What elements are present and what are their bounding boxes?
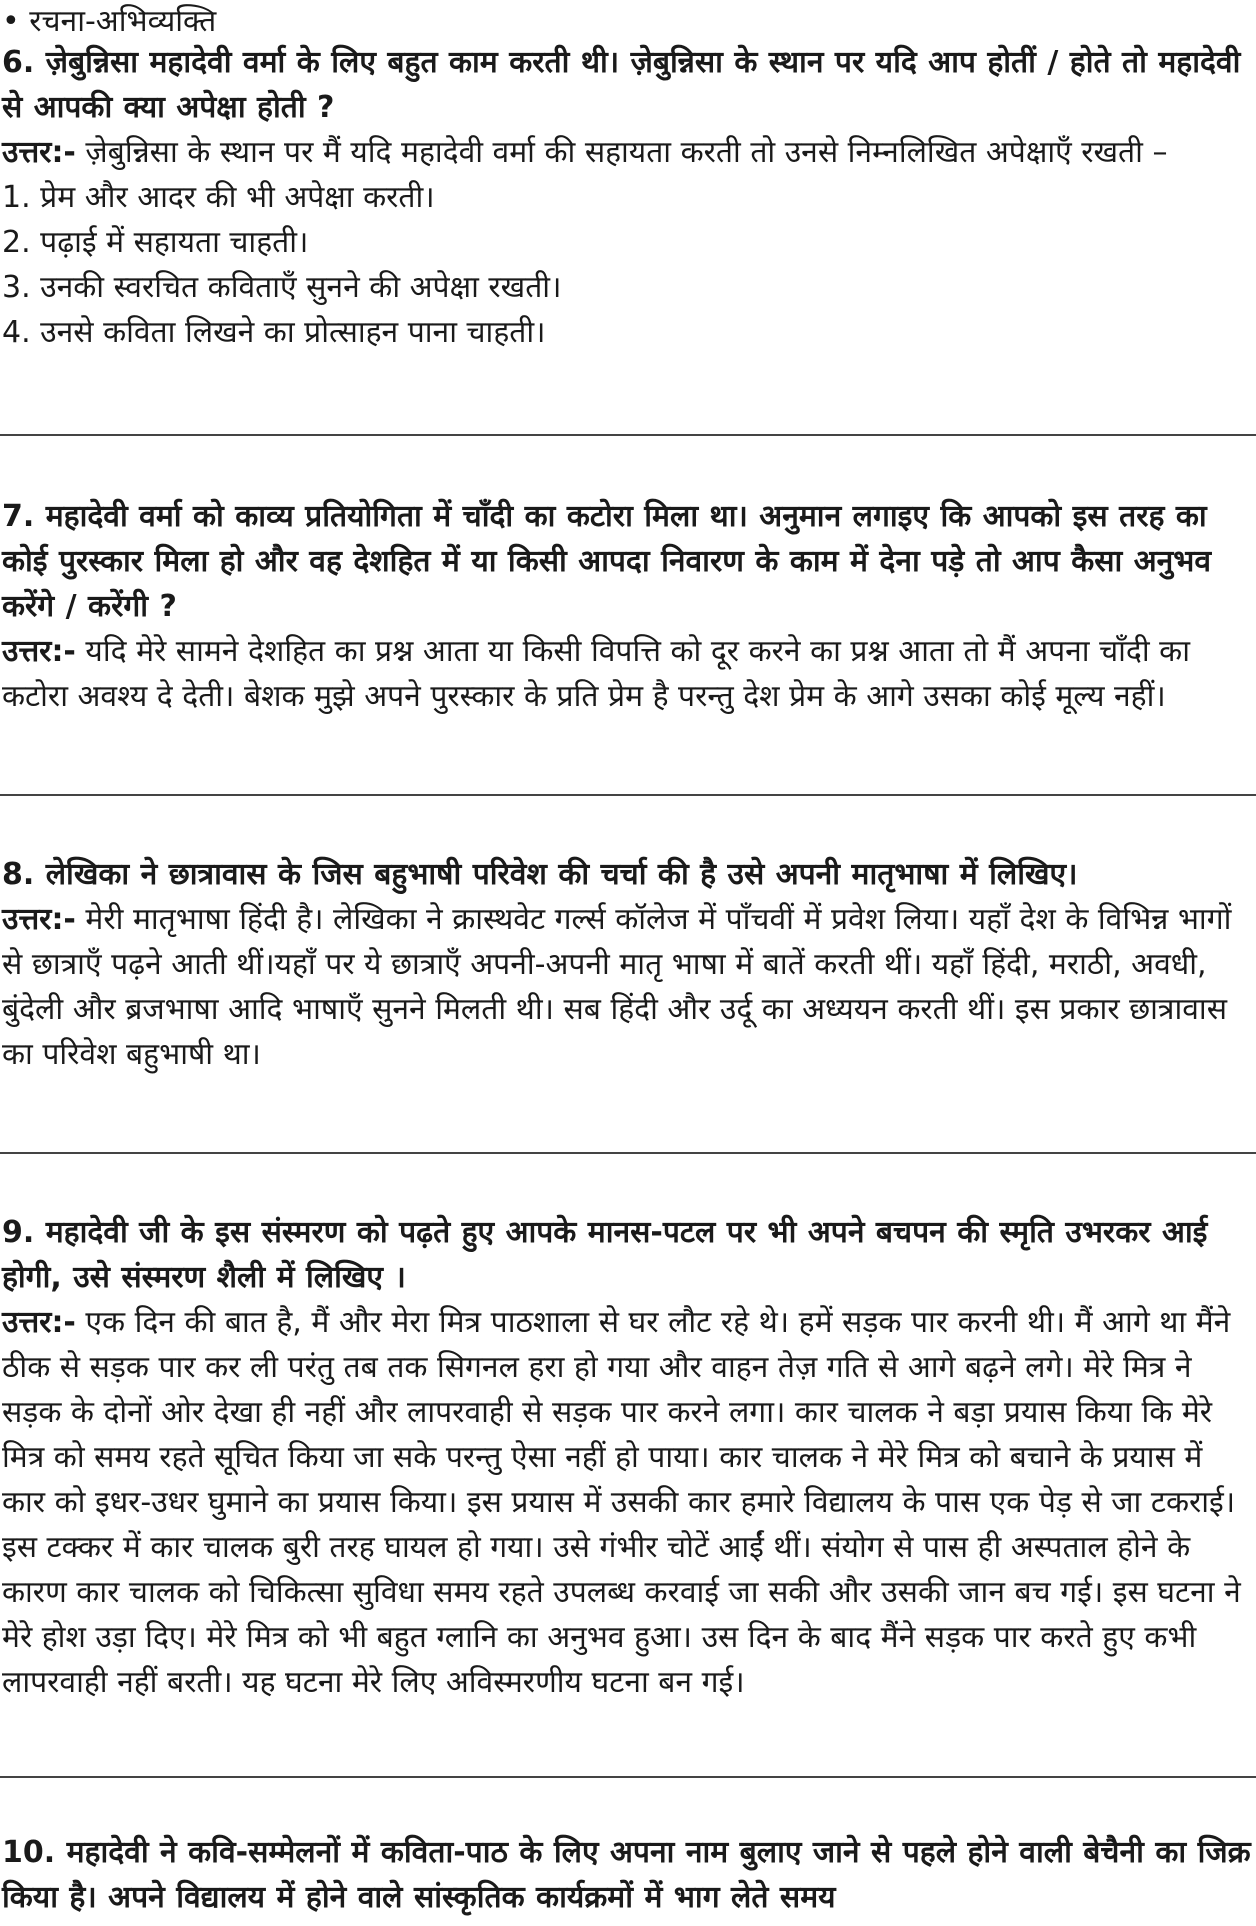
answer-label: उत्तर:- <box>2 1305 76 1340</box>
section-heading: • रचना-अभिव्यक्ति <box>2 4 217 39</box>
answer-label: उत्तर:- <box>2 634 76 669</box>
question-block-8 <box>2 852 1254 1077</box>
answer-text: एक दिन की बात है, मैं और मेरा मित्र पाठशाला से घर लौट रहे थे। हमें सड़क पार करनी थी। मैं आगे था मैंने ठीक से सड़क पार कर ली परंतु तब तक सिगनल हरा हो गया और वाहन तेज़ गति से आगे बढ़ने लगे। मेरे मित्र ने सड़क के दोनों ओर देखा ही नहीं और लापरवाही से सड़क पार करने लगा। कार चालक ने बड़ा प्रयास किया कि मेरे मित्र को समय रहते सूचित किया जा सके परन्तु ऐसा नहीं हो पाया। कार चालक ने मेरे मित्र को बचाने के प्रयास में कार को इधर-उधर घुमाने का प्रयास किया। इस प्रयास में उसकी कार हमारे विद्यालय के पास एक पेड़ से जा टकराई। इस टक्कर में कार चालक बुरी तरह घायल हो गया। उसे गंभीर चोटें आईं थीं। संयोग से पास ही अस्पताल होने के कारण कार चालक को चिकित्सा सुविधा समय रहते उपलब्ध करवाई जा सकी और उसकी जान बच गई। इस घटना ने मेरे होश उड़ा दिए। मेरे मित्र को भी बहुत ग्लानि का अनुभव हुआ। उस दिन के बाद मैंने सड़क पार करते हुए कभी लापरवाही नहीं बरती। यह घटना मेरे लिए अविस्मरणीय घटना बन गई। <box>2 1305 1241 1700</box>
list-item: 3. उनकी स्वरचित कविताएँ सुनने की अपेक्षा रखती। <box>2 270 562 305</box>
answer-label: उत्तर:- <box>2 902 76 937</box>
question-7: 7. महादेवी वर्मा को काव्य प्रतियोगिता में चाँदी का कटोरा मिला था। अनुमान लगाइए कि आपको इस तरह का कोई पुरस्कार मिला हो और वह देशहित में या किसी आपदा निवारण के काम में देना पड़े तो आप कैसा अनुभव करेंगे / करेंगी ? <box>2 499 1212 624</box>
answer-text: यदि मेरे सामने देशहित का प्रश्न आता या किसी विपत्ति को दूर करने का प्रश्न आता तो मैं अपना चाँदी का कटोरा अवश्य दे देती। बेशक मुझे अपने पुरस्कार के प्रति प्रेम है परन्तु देश प्रेम के आगे उसका कोई मूल्य नहीं। <box>2 634 1190 714</box>
answer-9 <box>2 1300 1254 1705</box>
list-item: 4. उनसे कविता लिखने का प्रोत्साहन पाना चाहती। <box>2 315 546 350</box>
answer-7 <box>2 629 1254 719</box>
question-block-9 <box>2 1210 1254 1705</box>
question-9: 9. महादेवी जी के इस संस्मरण को पढ़ते हुए आपके मानस-पटल पर भी अपने बचपन की स्मृति उभरकर आई होगी, उसे संस्मरण शैली में लिखिए । <box>2 1215 1208 1295</box>
question-block-6 <box>2 40 1254 355</box>
question-block-7 <box>2 494 1254 719</box>
answer-6 <box>2 130 1254 175</box>
question-block-10 <box>2 1830 1254 1920</box>
answer-text: मेरी मातृभाषा हिंदी है। लेखिका ने क्रास्थवेट गर्ल्स कॉलेज में पाँचवीं में प्रवेश लिया। यहाँ देश के विभिन्न भागों से छात्राएँ पढ़ने आती थीं।यहाँ पर ये छात्राएँ अपनी-अपनी मातृ भाषा में बातें करती थीं। यहाँ हिंदी, मराठी, अवधी, बुंदेली और ब्रजभाषा आदि भाषाएँ सुनने मिलती थी। सब हिंदी और उर्दू का अध्ययन करती थीं। इस प्रकार छात्रावास का परिवेश बहुभाषी था। <box>2 902 1232 1072</box>
divider <box>0 794 1256 796</box>
answer-text: ज़ेबुन्निसा के स्थान पर मैं यदि महादेवी वर्मा की सहायता करती तो उनसे निम्नलिखित अपेक्षाएँ रखती – <box>75 135 1168 170</box>
answer-label: उत्तर:- <box>2 135 76 170</box>
answer-8 <box>2 897 1254 1077</box>
question-8: 8. लेखिका ने छात्रावास के जिस बहुभाषी परिवेश की चर्चा की है उसे अपनी मातृभाषा में लिखिए। <box>2 857 1078 892</box>
question-6: 6. ज़ेबुन्निसा महादेवी वर्मा के लिए बहुत काम करती थी। ज़ेबुन्निसा के स्थान पर यदि आप होतीं / होते तो महादेवी से आपकी क्या अपेक्षा होती ? <box>2 45 1241 125</box>
list-item: 2. पढ़ाई में सहायता चाहती। <box>2 225 309 260</box>
list-item: 1. प्रेम और आदर की भी अपेक्षा करती। <box>2 180 435 215</box>
divider <box>0 434 1256 436</box>
question-10: 10. महादेवी ने कवि-सम्मेलनों में कविता-पाठ के लिए अपना नाम बुलाए जाने से पहले होने वाली बेचैनी का जिक्र किया है। अपने विद्यालय में होने वाले सांस्कृतिक कार्यक्रमों में भाग लेते समय <box>2 1835 1251 1915</box>
divider <box>0 1152 1256 1154</box>
divider <box>0 1776 1256 1778</box>
